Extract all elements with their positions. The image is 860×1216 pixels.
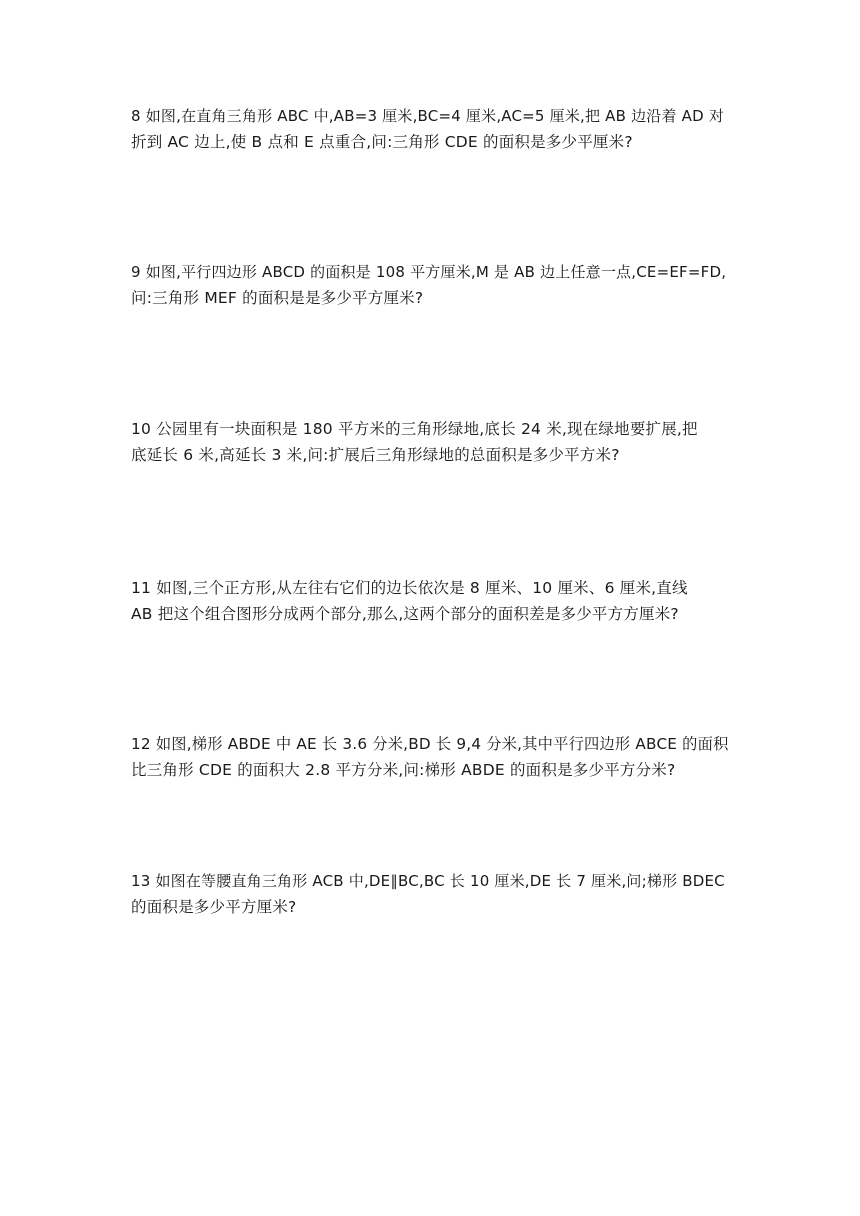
problem-13-line-1: 13 如图在等腰直角三角形 ACB 中,DE∥BC,BC 长 10 厘米,DE 长 7 厘米,问;梯形 BDEC	[131, 872, 725, 890]
problem-8	[131, 103, 731, 155]
problem-10	[131, 416, 731, 468]
problem-11-line-1: 11 如图,三个正方形,从左往右它们的边长依次是 8 厘米、10 厘米、6 厘米,直线	[131, 579, 688, 597]
problem-9-line-2: 问:三角形 MEF 的面积是是多少平方厘米?	[131, 289, 424, 307]
problem-12-line-2: 比三角形 CDE 的面积大 2.8 平方分米,问:梯形 ABDE 的面积是多少平方分米?	[131, 761, 676, 779]
problem-10-line-2: 底延长 6 米,高延长 3 米,问:扩展后三角形绿地的总面积是多少平方米?	[131, 446, 620, 464]
problem-10-line-1: 10 公园里有一块面积是 180 平方米的三角形绿地,底长 24 米,现在绿地要扩展,把	[131, 420, 698, 438]
problem-13	[131, 868, 731, 920]
problem-12-line-1: 12 如图,梯形 ABDE 中 AE 长 3.6 分米,BD 长 9,4 分米,其中平行四边形 ABCE 的面积	[131, 735, 729, 753]
problem-9	[131, 259, 731, 311]
problem-11	[131, 575, 731, 627]
problem-11-line-2: AB 把这个组合图形分成两个部分,那么,这两个部分的面积差是多少平方方厘米?	[131, 605, 679, 623]
problem-8-line-1: 8 如图,在直角三角形 ABC 中,AB=3 厘米,BC=4 厘米,AC=5 厘米,把 AB 边沿着 AD 对	[131, 107, 725, 125]
problem-9-line-1: 9 如图,平行四边形 ABCD 的面积是 108 平方厘米,M 是 AB 边上任意一点,CE=EF=FD,	[131, 263, 727, 281]
problem-13-line-2: 的面积是多少平方厘米?	[131, 898, 297, 916]
problem-12	[131, 731, 731, 783]
problem-8-line-2: 折到 AC 边上,使 B 点和 E 点重合,问:三角形 CDE 的面积是多少平厘米?	[131, 133, 633, 151]
